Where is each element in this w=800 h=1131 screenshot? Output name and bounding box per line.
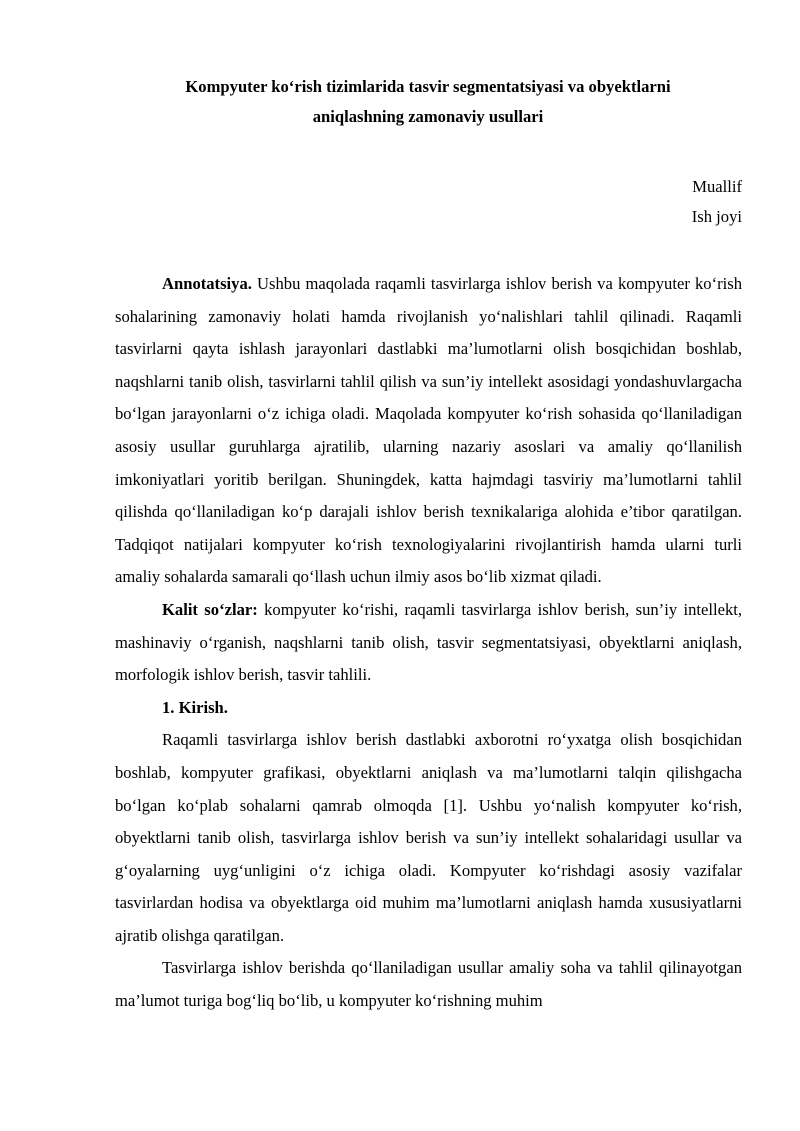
body-paragraph: Raqamli tasvirlarga ishlov berish dastlabki axborotni ro‘yxatga olish bosqichidan boshlab, kompyuter grafikasi, obyektlarni aniqlash va ma’lumotlarni talqin qilishgacha bo‘lgan ko‘plab sohalarni qamrab olmoqda [1]. Ushbu yo‘nalish kompyuter ko‘rish, obyektlarni tanib olish, tasvirlarga ishlov berish va sun’iy intellekt sohalaridagi usullar va g‘oyalarning uyg‘unligini o‘z ichiga oladi. Kompyuter ko‘rishdagi asosiy vazifalar tasvirlardan hodisa va obyektlarga oid muhim ma’lumotlarni aniqlash hamda xususiyatlarni ajratib olishga qaratilgan. bbox=[115, 730, 742, 945]
body-paragraph: Tasvirlarga ishlov berishda qo‘llaniladigan usullar amaliy soha va tahlil qilinayotgan ma’lumot turiga bog‘liq bo‘lib, u kompyuter ko‘rishning muhim bbox=[115, 958, 742, 1011]
author-block bbox=[692, 172, 742, 232]
title-line-1: Kompyuter ko‘rish tizimlarida tasvir segmentatsiyasi va obyektlarni bbox=[185, 77, 671, 96]
abstract-paragraph bbox=[115, 268, 742, 594]
keywords-label: Kalit so‘zlar: bbox=[162, 599, 258, 619]
section-heading-text: 1. Kirish. bbox=[162, 697, 228, 717]
abstract-label: Annotatsiya. bbox=[162, 274, 252, 293]
title-line-2: aniqlashning zamonaviy usullari bbox=[312, 107, 544, 126]
keywords-paragraph bbox=[115, 594, 742, 692]
paper-title bbox=[110, 72, 746, 132]
author-workplace: Ish joyi bbox=[691, 207, 742, 226]
abstract-text: Ushbu maqolada raqamli tasvirlarga ishlov berish va kompyuter ko‘rish sohalarining zamonaviy holati hamda rivojlanish yo‘nalishlari tahlil qilinadi. Raqamli tasvirlarni qayta ishlash jarayonlari dastlabki ma’lumotlarni olish bosqichidan boshlab, naqshlarni tanib olish, tasvirlarni tahlil qilish va sun’iy intellekt asosidagi yondashuvlargacha bo‘lgan jarayonlarni o‘z ichiga oladi. Maqolada kompyuter ko‘rish sohasida qo‘llaniladigan asosiy usullar guruhlarga ajratilib, ularning nazariy asoslari va amaliy qo‘llanilish imkoniyatlari yoritib berilgan. Shuningdek, katta hajmdagi tasviriy ma’lumotlarni tahlil qilishda qo‘llaniladigan ko‘p darajali ishlov berish texnikalariga alohida e’tibor qaratilgan. Tadqiqot natijalari kompyuter ko‘rish texnologiyalarini rivojlantirish hamda ularni turli amaliy sohalarda samarali qo‘llash uchun ilmiy asos bo‘lib xizmat qiladi. bbox=[115, 274, 742, 587]
keywords-text: kompyuter ko‘rishi, raqamli tasvirlarga ishlov berish, sun’iy intellekt, mashinaviy o‘rganish, naqshlarni tanib olish, tasvir segmentatsiyasi, obyektlarni aniqlash, morfologik ishlov berish, tasvir tahlili. bbox=[115, 599, 742, 685]
paper-body bbox=[115, 268, 742, 1018]
author-name: Muallif bbox=[692, 177, 742, 196]
section-heading bbox=[115, 692, 742, 725]
